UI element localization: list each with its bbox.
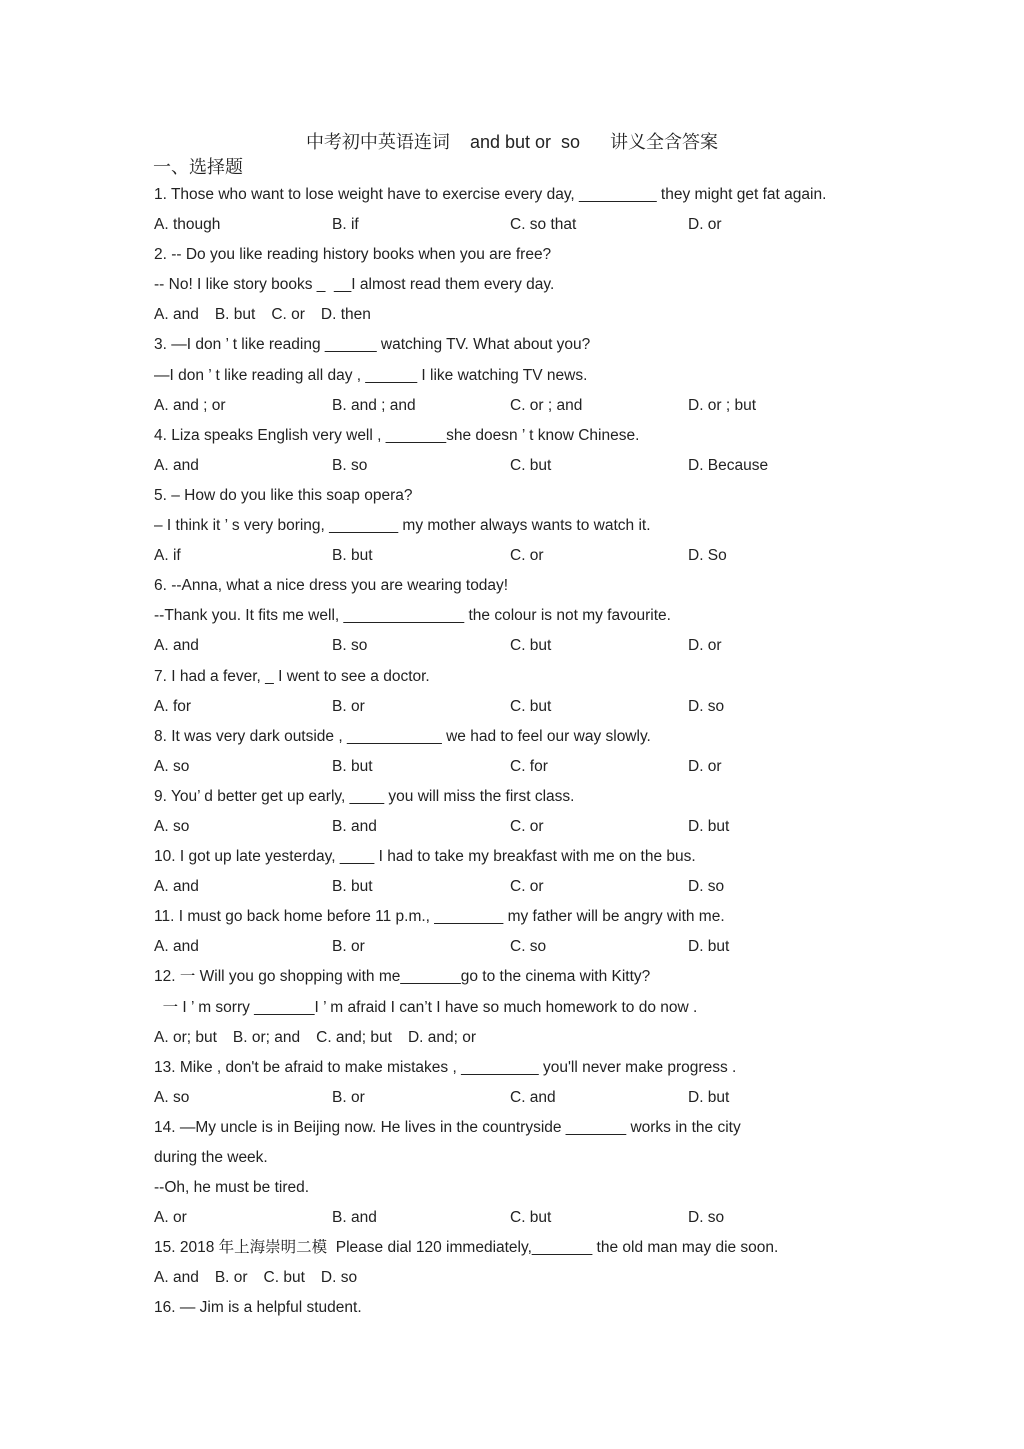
- answer-option: B. if: [332, 216, 359, 234]
- answer-option: D. so: [688, 697, 725, 715]
- answer-option: B. so: [332, 456, 368, 474]
- answer-option: D. so: [688, 878, 725, 896]
- answer-option: A. and: [154, 1269, 199, 1287]
- answer-option: D. but: [688, 817, 730, 835]
- answer-option: D. or: [688, 216, 722, 234]
- answer-option: C. or: [510, 817, 544, 835]
- answer-option: D. or: [688, 757, 722, 775]
- answer-option: D. So: [688, 547, 727, 565]
- answer-option: C. but: [510, 637, 552, 655]
- answer-option: A. or; but: [154, 1028, 217, 1046]
- answer-options: [154, 692, 874, 722]
- answer-option: A. or: [154, 1209, 187, 1227]
- answer-options: [154, 932, 874, 962]
- question-text: 16. — Jim is a helpful student.: [154, 1299, 362, 1317]
- document-title: [0, 128, 1024, 154]
- answer-option: B. and: [332, 817, 377, 835]
- question-text: 7. I had a fever, _ I went to see a doctor.: [154, 667, 430, 685]
- answer-option: D. Because: [688, 456, 769, 474]
- answer-options: [154, 1263, 874, 1293]
- answer-options: [154, 1203, 874, 1233]
- answer-option: C. for: [510, 757, 548, 775]
- answer-option: D. or ; but: [688, 396, 757, 414]
- question-text: 15. 2018 年上海崇明二模 Please dial 120 immediately,_______ the old man may die soon.: [154, 1239, 779, 1257]
- question-text-continued: – I think it ’ s very boring, ________ my mother always wants to watch it.: [154, 517, 651, 535]
- answer-options: [154, 391, 874, 421]
- answer-option: C. but: [510, 697, 552, 715]
- answer-option: A. though: [154, 216, 221, 234]
- answer-option: A. and: [154, 637, 199, 655]
- answer-options: [154, 451, 874, 481]
- answer-option: D. but: [688, 938, 730, 956]
- answer-option: D. and; or: [407, 1028, 477, 1046]
- answer-option: C. but: [510, 1209, 552, 1227]
- answer-option: A. so: [154, 817, 190, 835]
- answer-option: C. but: [263, 1269, 305, 1287]
- answer-option: C. and; but: [316, 1028, 392, 1046]
- question-text-continued: —I don ’ t like reading all day , ______ I like watching TV news.: [154, 366, 588, 384]
- question-text: 9. You’ d better get up early, ____ you will miss the first class.: [154, 787, 575, 805]
- answer-option: B. or: [332, 1088, 365, 1106]
- question-text: 11. I must go back home before 11 p.m., ________ my father will be angry with me.: [154, 908, 725, 926]
- answer-option: B. but: [332, 878, 373, 896]
- question-text: 14. —My uncle is in Beijing now. He lives in the countryside _______ works in the city: [154, 1118, 741, 1136]
- answer-option: C. so that: [510, 216, 577, 234]
- answer-options: [154, 300, 874, 330]
- question-text: 3. —I don ’ t like reading ______ watching TV. What about you?: [154, 336, 591, 354]
- answer-option: D. but: [688, 1088, 730, 1106]
- answer-option: A. if: [154, 547, 181, 565]
- answer-option: B. or: [214, 1269, 248, 1287]
- question-text-continued: -- No! I like story books _ __I almost read them every day.: [154, 276, 555, 294]
- answer-option: C. or ; and: [510, 396, 583, 414]
- answer-option: B. but: [332, 547, 373, 565]
- answer-option: B. or: [332, 938, 365, 956]
- question-text: 12. 一 Will you go shopping with me_______go to the cinema with Kitty?: [154, 968, 651, 986]
- answer-option: B. or; and: [232, 1028, 301, 1046]
- answer-option: A. and: [154, 456, 199, 474]
- answer-option: C. or: [510, 547, 544, 565]
- answer-option: B. and ; and: [332, 396, 416, 414]
- question-text: 2. -- Do you like reading history books when you are free?: [154, 246, 552, 264]
- answer-option: B. so: [332, 637, 368, 655]
- answer-option: D. then: [320, 306, 371, 324]
- question-text: 10. I got up late yesterday, ____ I had to take my breakfast with me on the bus.: [154, 848, 696, 866]
- question-text: 8. It was very dark outside , ___________ we had to feel our way slowly.: [154, 727, 651, 745]
- answer-option: D. so: [320, 1269, 358, 1287]
- question-text: 6. --Anna, what a nice dress you are wearing today!: [154, 577, 509, 595]
- answer-option: C. so: [510, 938, 547, 956]
- title-chinese-prefix: 中考初中英语连词: [305, 132, 450, 153]
- answer-options: [154, 812, 874, 842]
- answer-option: C. or: [510, 878, 544, 896]
- answer-option: A. for: [154, 697, 192, 715]
- answer-option: B. or: [332, 697, 365, 715]
- question-text: 4. Liza speaks English very well , _______she doesn ’ t know Chinese.: [154, 426, 640, 444]
- answer-options: [154, 872, 874, 902]
- answer-option: A. so: [154, 757, 190, 775]
- answer-option: A. and ; or: [154, 396, 226, 414]
- answer-option: A. and: [154, 306, 199, 324]
- answer-options: [154, 1083, 874, 1113]
- answer-option: C. and: [510, 1088, 556, 1106]
- question-text-continued: --Thank you. It fits me well, ______________ the colour is not my favourite.: [154, 607, 671, 625]
- question-text-continued: during the week.: [154, 1149, 268, 1166]
- question-list: [154, 180, 874, 1324]
- answer-option: C. or: [271, 306, 305, 324]
- question-text-continued: --Oh, he must be tired.: [154, 1179, 310, 1197]
- question-text-continued: 一 I ’ m sorry _______I ’ m afraid I can’t I have so much homework to do now .: [154, 998, 698, 1016]
- answer-options: [154, 1023, 874, 1053]
- section-heading: 一、选择题: [153, 157, 243, 178]
- answer-option: A. and: [154, 938, 199, 956]
- answer-option: C. but: [510, 456, 552, 474]
- answer-option: A. and: [154, 878, 199, 896]
- answer-option: D. or: [688, 637, 722, 655]
- answer-option: B. but: [332, 757, 373, 775]
- answer-option: B. and: [332, 1209, 377, 1227]
- answer-option: D. so: [688, 1209, 725, 1227]
- title-english: and but or so: [469, 132, 581, 152]
- answer-option: B. but: [214, 306, 256, 324]
- answer-options: [154, 210, 874, 240]
- answer-option: A. so: [154, 1088, 190, 1106]
- question-text: 5. – How do you like this soap opera?: [154, 486, 413, 504]
- answer-options: [154, 752, 874, 782]
- answer-options: [154, 541, 874, 571]
- question-text: 13. Mike , don't be afraid to make mistakes , _________ you'll never make progress .: [154, 1058, 737, 1076]
- title-chinese-suffix: 讲义全含答案: [610, 132, 719, 153]
- answer-options: [154, 631, 874, 661]
- question-text: 1. Those who want to lose weight have to exercise every day, _________ they might get fat again.: [154, 186, 827, 203]
